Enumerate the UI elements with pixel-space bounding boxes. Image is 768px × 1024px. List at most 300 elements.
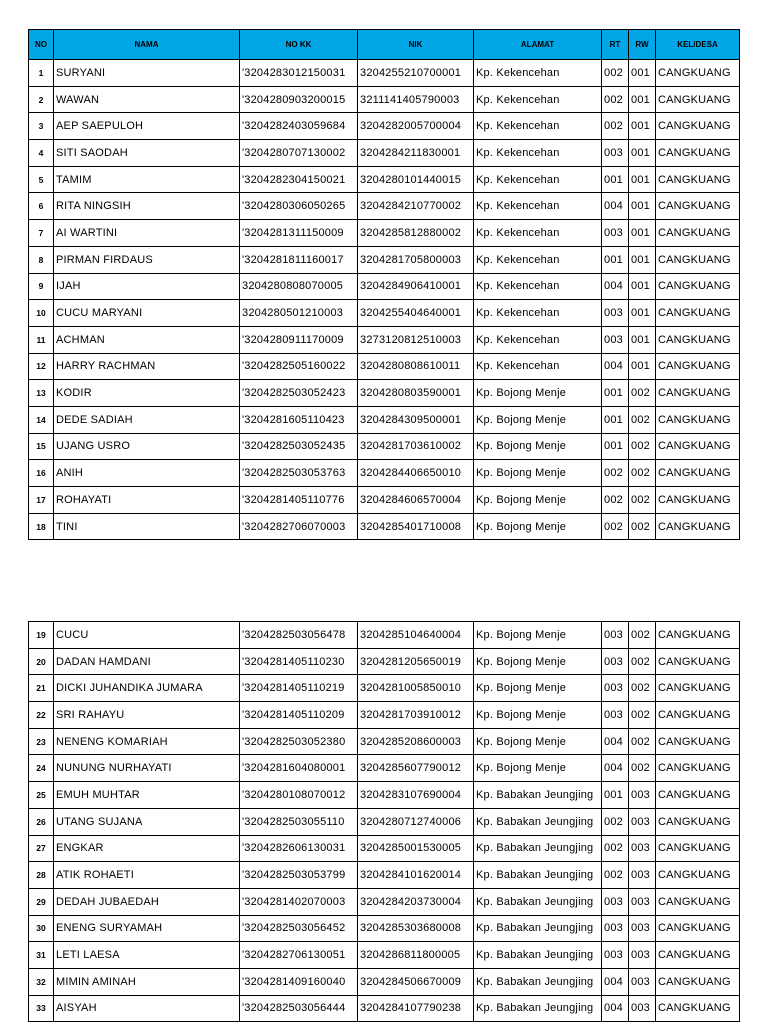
table-row (29, 406, 740, 433)
cell-nama: ANIH (54, 460, 240, 487)
cell-alamat: Kp. Babakan Jeungjing (474, 782, 602, 809)
cell-kel-desa: CANGKUANG (656, 513, 740, 540)
cell-nik: 3204284309500001 (358, 406, 474, 433)
cell-no-kk: '3204281811160017 (240, 246, 358, 273)
cell-nik: 3273120812510003 (358, 326, 474, 353)
cell-nama: TAMIM (54, 166, 240, 193)
cell-no-kk: '3204280108070012 (240, 782, 358, 809)
cell-no: 7 (29, 220, 54, 247)
cell-nama: ENGKAR (54, 835, 240, 862)
cell-rw: 001 (629, 300, 656, 327)
cell-rw: 001 (629, 353, 656, 380)
cell-kel-desa: CANGKUANG (656, 353, 740, 380)
cell-rw: 001 (629, 193, 656, 220)
cell-nama: DEDE SADIAH (54, 406, 240, 433)
table-row (29, 380, 740, 407)
cell-no-kk: '3204282304150021 (240, 166, 358, 193)
cell-rt: 001 (602, 246, 629, 273)
table-row (29, 113, 740, 140)
cell-kel-desa: CANGKUANG (656, 86, 740, 113)
cell-nik: 3204281703910012 (358, 702, 474, 729)
cell-rw: 002 (629, 433, 656, 460)
cell-no-kk: 3204280808070005 (240, 273, 358, 300)
cell-nama: CUCU (54, 622, 240, 649)
cell-alamat: Kp. Bojong Menje (474, 513, 602, 540)
cell-rw: 002 (629, 702, 656, 729)
cell-alamat: Kp. Babakan Jeungjing (474, 968, 602, 995)
cell-rt: 003 (602, 888, 629, 915)
table-row (29, 246, 740, 273)
cell-alamat: Kp. Babakan Jeungjing (474, 995, 602, 1022)
cell-no: 33 (29, 995, 54, 1022)
cell-no-kk: '3204282503056444 (240, 995, 358, 1022)
cell-rw: 003 (629, 808, 656, 835)
resident-table-top (28, 29, 740, 540)
header-rw: RW (629, 30, 656, 60)
cell-no: 8 (29, 246, 54, 273)
cell-kel-desa: CANGKUANG (656, 60, 740, 87)
cell-no: 28 (29, 862, 54, 889)
cell-kel-desa: CANGKUANG (656, 380, 740, 407)
cell-kel-desa: CANGKUANG (656, 113, 740, 140)
cell-rt: 004 (602, 728, 629, 755)
cell-alamat: Kp. Bojong Menje (474, 648, 602, 675)
cell-nik: 3204280712740006 (358, 808, 474, 835)
cell-no-kk: '3204282503056452 (240, 915, 358, 942)
cell-no: 27 (29, 835, 54, 862)
table-row (29, 702, 740, 729)
cell-nik: 3204281703610002 (358, 433, 474, 460)
cell-no-kk: '3204282503053799 (240, 862, 358, 889)
table-row (29, 220, 740, 247)
table-header (29, 30, 740, 60)
cell-nama: AEP SAEPULOH (54, 113, 240, 140)
cell-alamat: Kp. Bojong Menje (474, 755, 602, 782)
cell-alamat: Kp. Babakan Jeungjing (474, 808, 602, 835)
cell-kel-desa: CANGKUANG (656, 433, 740, 460)
cell-rw: 003 (629, 782, 656, 809)
cell-rw: 003 (629, 915, 656, 942)
cell-no-kk: '3204280707130002 (240, 140, 358, 167)
cell-rw: 003 (629, 835, 656, 862)
table-row (29, 353, 740, 380)
cell-rw: 002 (629, 648, 656, 675)
cell-kel-desa: CANGKUANG (656, 460, 740, 487)
cell-alamat: Kp. Bojong Menje (474, 622, 602, 649)
cell-rt: 002 (602, 487, 629, 514)
cell-no-kk: '3204281605110423 (240, 406, 358, 433)
cell-alamat: Kp. Kekencehan (474, 86, 602, 113)
cell-rw: 001 (629, 166, 656, 193)
cell-no: 5 (29, 166, 54, 193)
cell-no-kk: '3204282503052423 (240, 380, 358, 407)
cell-no: 16 (29, 460, 54, 487)
table-row (29, 782, 740, 809)
cell-rt: 002 (602, 86, 629, 113)
cell-nik: 3204255210700001 (358, 60, 474, 87)
cell-nama: DEDAH JUBAEDAH (54, 888, 240, 915)
table-row (29, 675, 740, 702)
header-no-kk: NO KK (240, 30, 358, 60)
cell-nik: 3204285303680008 (358, 915, 474, 942)
cell-nama: RITA NINGSIH (54, 193, 240, 220)
cell-rw: 002 (629, 487, 656, 514)
cell-nik: 3204284101620014 (358, 862, 474, 889)
cell-no-kk: '3204281405110209 (240, 702, 358, 729)
cell-rw: 002 (629, 622, 656, 649)
cell-rt: 004 (602, 353, 629, 380)
cell-nik: 3204284906410001 (358, 273, 474, 300)
cell-rw: 001 (629, 113, 656, 140)
table-row (29, 808, 740, 835)
cell-no-kk: '3204283012150031 (240, 60, 358, 87)
cell-alamat: Kp. Kekencehan (474, 166, 602, 193)
cell-no: 9 (29, 273, 54, 300)
cell-no: 2 (29, 86, 54, 113)
table-row (29, 835, 740, 862)
cell-kel-desa: CANGKUANG (656, 166, 740, 193)
table-body (29, 60, 740, 540)
cell-rt: 004 (602, 995, 629, 1022)
cell-no-kk: '3204282706130051 (240, 942, 358, 969)
cell-no: 29 (29, 888, 54, 915)
cell-rt: 003 (602, 942, 629, 969)
table-row (29, 326, 740, 353)
cell-rt: 002 (602, 835, 629, 862)
cell-rt: 001 (602, 166, 629, 193)
cell-nama: SITI SAODAH (54, 140, 240, 167)
cell-rt: 003 (602, 702, 629, 729)
cell-no: 19 (29, 622, 54, 649)
cell-kel-desa: CANGKUANG (656, 728, 740, 755)
cell-rt: 001 (602, 433, 629, 460)
cell-rt: 003 (602, 220, 629, 247)
resident-table-bottom (28, 621, 740, 1022)
cell-rw: 003 (629, 968, 656, 995)
cell-alamat: Kp. Kekencehan (474, 113, 602, 140)
cell-nama: NUNUNG NURHAYATI (54, 755, 240, 782)
cell-rt: 002 (602, 808, 629, 835)
cell-rw: 001 (629, 140, 656, 167)
cell-alamat: Kp. Bojong Menje (474, 380, 602, 407)
cell-rt: 003 (602, 915, 629, 942)
cell-kel-desa: CANGKUANG (656, 755, 740, 782)
cell-no: 21 (29, 675, 54, 702)
cell-no-kk: '3204280911170009 (240, 326, 358, 353)
cell-no: 4 (29, 140, 54, 167)
cell-no-kk: '3204282403059684 (240, 113, 358, 140)
cell-no: 1 (29, 60, 54, 87)
cell-nik: 3204284211830001 (358, 140, 474, 167)
table-row (29, 728, 740, 755)
cell-rw: 001 (629, 273, 656, 300)
header-no: NO (29, 30, 54, 60)
cell-alamat: Kp. Kekencehan (474, 246, 602, 273)
cell-nik: 3204280808610011 (358, 353, 474, 380)
cell-no-kk: '3204282503056478 (240, 622, 358, 649)
cell-alamat: Kp. Kekencehan (474, 140, 602, 167)
cell-no-kk: 3204280501210003 (240, 300, 358, 327)
cell-no-kk: '3204282503052380 (240, 728, 358, 755)
cell-no-kk: '3204282503052435 (240, 433, 358, 460)
cell-nama: ATIK ROHAETI (54, 862, 240, 889)
cell-nik: 3204255404640001 (358, 300, 474, 327)
cell-alamat: Kp. Kekencehan (474, 353, 602, 380)
header-alamat: ALAMAT (474, 30, 602, 60)
cell-nik: 3204280803590001 (358, 380, 474, 407)
cell-nama: DADAN HAMDANI (54, 648, 240, 675)
cell-nama: NENENG KOMARIAH (54, 728, 240, 755)
cell-alamat: Kp. Bojong Menje (474, 460, 602, 487)
cell-alamat: Kp. Babakan Jeungjing (474, 915, 602, 942)
cell-alamat: Kp. Babakan Jeungjing (474, 942, 602, 969)
cell-rt: 001 (602, 406, 629, 433)
table-row (29, 166, 740, 193)
cell-alamat: Kp. Kekencehan (474, 193, 602, 220)
cell-no: 18 (29, 513, 54, 540)
table-row (29, 888, 740, 915)
cell-rw: 003 (629, 995, 656, 1022)
cell-alamat: Kp. Bojong Menje (474, 728, 602, 755)
cell-kel-desa: CANGKUANG (656, 915, 740, 942)
cell-nik: 3204281005850010 (358, 675, 474, 702)
cell-rw: 002 (629, 675, 656, 702)
cell-alamat: Kp. Bojong Menje (474, 487, 602, 514)
table-row (29, 648, 740, 675)
cell-no-kk: '3204281402070003 (240, 888, 358, 915)
cell-rt: 002 (602, 60, 629, 87)
cell-alamat: Kp. Kekencehan (474, 273, 602, 300)
table-row (29, 273, 740, 300)
cell-nama: MIMIN AMINAH (54, 968, 240, 995)
cell-kel-desa: CANGKUANG (656, 835, 740, 862)
cell-nama: ENENG SURYAMAH (54, 915, 240, 942)
cell-nama: SURYANI (54, 60, 240, 87)
cell-rt: 003 (602, 675, 629, 702)
cell-no-kk: '3204281604080001 (240, 755, 358, 782)
cell-no: 22 (29, 702, 54, 729)
cell-nama: UJANG USRO (54, 433, 240, 460)
cell-kel-desa: CANGKUANG (656, 808, 740, 835)
cell-rw: 002 (629, 728, 656, 755)
cell-no: 31 (29, 942, 54, 969)
cell-no: 26 (29, 808, 54, 835)
table-row (29, 942, 740, 969)
table-row (29, 862, 740, 889)
cell-rt: 002 (602, 113, 629, 140)
cell-nik: 3204285607790012 (358, 755, 474, 782)
cell-rw: 001 (629, 220, 656, 247)
cell-kel-desa: CANGKUANG (656, 968, 740, 995)
cell-alamat: Kp. Kekencehan (474, 300, 602, 327)
cell-alamat: Kp. Kekencehan (474, 220, 602, 247)
cell-rw: 002 (629, 406, 656, 433)
cell-rt: 003 (602, 300, 629, 327)
cell-rw: 002 (629, 380, 656, 407)
cell-nama: HARRY RACHMAN (54, 353, 240, 380)
cell-rt: 003 (602, 622, 629, 649)
cell-rw: 002 (629, 460, 656, 487)
cell-no-kk: '3204281409160040 (240, 968, 358, 995)
cell-no-kk: '3204282503055110 (240, 808, 358, 835)
cell-kel-desa: CANGKUANG (656, 995, 740, 1022)
table-row (29, 86, 740, 113)
cell-nik: 3204285401710008 (358, 513, 474, 540)
cell-rt: 004 (602, 273, 629, 300)
table-row (29, 433, 740, 460)
cell-alamat: Kp. Bojong Menje (474, 675, 602, 702)
cell-nik: 3204284210770002 (358, 193, 474, 220)
cell-no-kk: '3204280306050265 (240, 193, 358, 220)
cell-kel-desa: CANGKUANG (656, 273, 740, 300)
cell-kel-desa: CANGKUANG (656, 487, 740, 514)
cell-no-kk: '3204281405110219 (240, 675, 358, 702)
table-row (29, 622, 740, 649)
cell-rt: 003 (602, 648, 629, 675)
cell-nik: 3204283107690004 (358, 782, 474, 809)
table-row (29, 60, 740, 87)
cell-nik: 3204284107790238 (358, 995, 474, 1022)
cell-nik: 3204284506670009 (358, 968, 474, 995)
cell-nik: 3204284203730004 (358, 888, 474, 915)
table-row (29, 300, 740, 327)
cell-nama: DICKI JUHANDIKA JUMARA (54, 675, 240, 702)
cell-nik: 3204285812880002 (358, 220, 474, 247)
cell-no: 11 (29, 326, 54, 353)
cell-kel-desa: CANGKUANG (656, 862, 740, 889)
cell-no-kk: '3204280903200015 (240, 86, 358, 113)
cell-kel-desa: CANGKUANG (656, 326, 740, 353)
cell-rt: 002 (602, 460, 629, 487)
table-row (29, 460, 740, 487)
cell-kel-desa: CANGKUANG (656, 220, 740, 247)
cell-nama: WAWAN (54, 86, 240, 113)
table-row (29, 915, 740, 942)
cell-rw: 001 (629, 86, 656, 113)
cell-rt: 003 (602, 326, 629, 353)
cell-nik: 3204286811800005 (358, 942, 474, 969)
cell-nik: 3204285104640004 (358, 622, 474, 649)
cell-nik: 3211141405790003 (358, 86, 474, 113)
cell-no: 6 (29, 193, 54, 220)
cell-no-kk: '3204282706070003 (240, 513, 358, 540)
cell-no-kk: '3204281405110776 (240, 487, 358, 514)
cell-rw: 003 (629, 942, 656, 969)
cell-kel-desa: CANGKUANG (656, 406, 740, 433)
cell-kel-desa: CANGKUANG (656, 246, 740, 273)
cell-kel-desa: CANGKUANG (656, 675, 740, 702)
cell-kel-desa: CANGKUANG (656, 193, 740, 220)
cell-nama: LETI LAESA (54, 942, 240, 969)
table-row (29, 487, 740, 514)
cell-rw: 001 (629, 60, 656, 87)
cell-kel-desa: CANGKUANG (656, 300, 740, 327)
cell-no: 30 (29, 915, 54, 942)
cell-rw: 002 (629, 755, 656, 782)
cell-kel-desa: CANGKUANG (656, 140, 740, 167)
cell-alamat: Kp. Kekencehan (474, 326, 602, 353)
table-row (29, 755, 740, 782)
cell-no: 14 (29, 406, 54, 433)
cell-alamat: Kp. Kekencehan (474, 60, 602, 87)
cell-kel-desa: CANGKUANG (656, 648, 740, 675)
cell-nik: 3204282005700004 (358, 113, 474, 140)
cell-rw: 001 (629, 326, 656, 353)
table-row (29, 140, 740, 167)
cell-rt: 001 (602, 380, 629, 407)
cell-rw: 003 (629, 862, 656, 889)
cell-kel-desa: CANGKUANG (656, 622, 740, 649)
cell-no: 15 (29, 433, 54, 460)
cell-no: 3 (29, 113, 54, 140)
cell-rt: 001 (602, 782, 629, 809)
table-row (29, 193, 740, 220)
cell-nama: IJAH (54, 273, 240, 300)
header-rt: RT (602, 30, 629, 60)
cell-no-kk: '3204282505160022 (240, 353, 358, 380)
cell-nama: CUCU MARYANI (54, 300, 240, 327)
cell-kel-desa: CANGKUANG (656, 888, 740, 915)
cell-nama: ACHMAN (54, 326, 240, 353)
cell-rt: 004 (602, 968, 629, 995)
cell-rt: 003 (602, 140, 629, 167)
cell-alamat: Kp. Babakan Jeungjing (474, 888, 602, 915)
cell-rt: 004 (602, 755, 629, 782)
cell-nik: 3204281705800003 (358, 246, 474, 273)
cell-nik: 3204285208600003 (358, 728, 474, 755)
header-kel-desa: KEL/DESA (656, 30, 740, 60)
cell-no-kk: '3204282606130031 (240, 835, 358, 862)
cell-no: 25 (29, 782, 54, 809)
header-nik: NIK (358, 30, 474, 60)
cell-rt: 004 (602, 193, 629, 220)
cell-alamat: Kp. Babakan Jeungjing (474, 862, 602, 889)
cell-nama: TINI (54, 513, 240, 540)
table-row (29, 513, 740, 540)
cell-rw: 001 (629, 246, 656, 273)
cell-no: 32 (29, 968, 54, 995)
cell-alamat: Kp. Bojong Menje (474, 702, 602, 729)
cell-no-kk: '3204281405110230 (240, 648, 358, 675)
cell-no: 12 (29, 353, 54, 380)
cell-nama: SRI RAHAYU (54, 702, 240, 729)
cell-rt: 002 (602, 862, 629, 889)
cell-nama: EMUH MUHTAR (54, 782, 240, 809)
cell-no: 20 (29, 648, 54, 675)
cell-no-kk: '3204281311150009 (240, 220, 358, 247)
cell-nama: UTANG SUJANA (54, 808, 240, 835)
header-nama: NAMA (54, 30, 240, 60)
cell-rw: 003 (629, 888, 656, 915)
table-body (29, 622, 740, 1022)
cell-no: 13 (29, 380, 54, 407)
cell-alamat: Kp. Bojong Menje (474, 433, 602, 460)
cell-kel-desa: CANGKUANG (656, 702, 740, 729)
table-row (29, 995, 740, 1022)
cell-nama: PIRMAN FIRDAUS (54, 246, 240, 273)
cell-no: 17 (29, 487, 54, 514)
cell-kel-desa: CANGKUANG (656, 942, 740, 969)
cell-nama: KODIR (54, 380, 240, 407)
cell-nik: 3204285001530005 (358, 835, 474, 862)
cell-no: 23 (29, 728, 54, 755)
cell-no: 24 (29, 755, 54, 782)
cell-nama: ROHAYATI (54, 487, 240, 514)
cell-alamat: Kp. Babakan Jeungjing (474, 835, 602, 862)
cell-rt: 002 (602, 513, 629, 540)
cell-nik: 3204284406650010 (358, 460, 474, 487)
cell-nik: 3204281205650019 (358, 648, 474, 675)
